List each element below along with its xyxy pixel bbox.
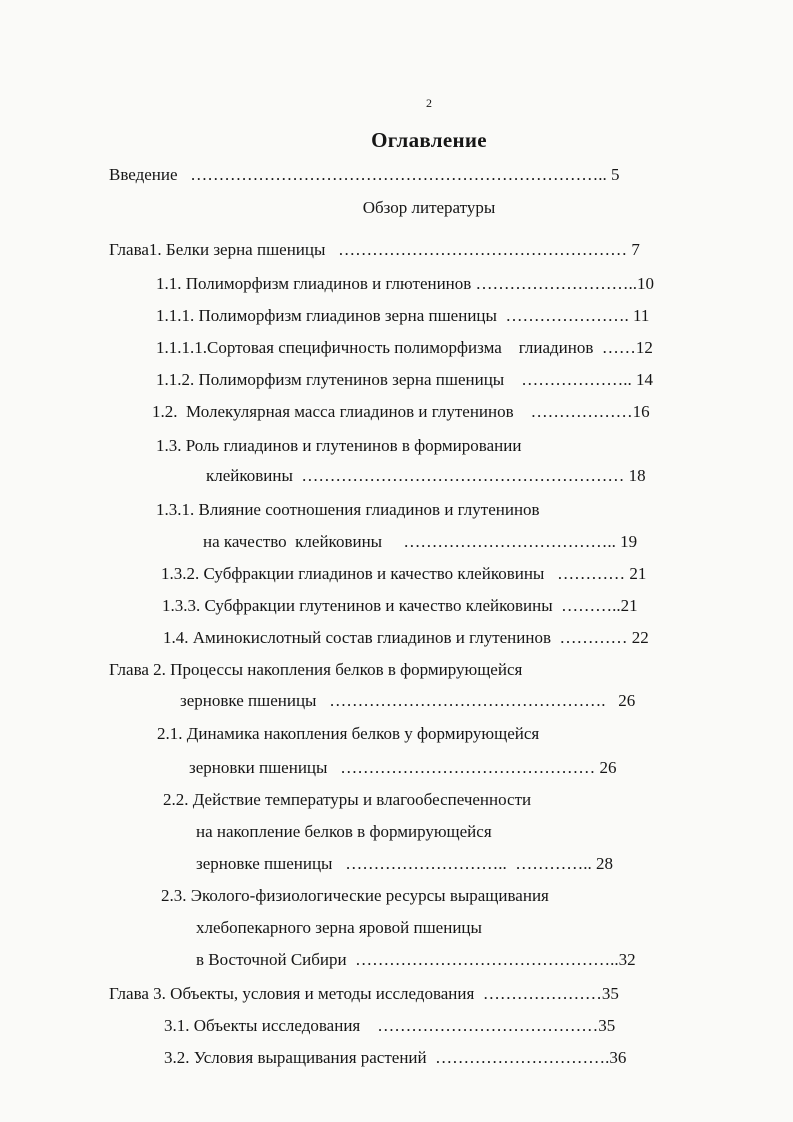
toc-entry (196, 822, 492, 842)
toc-entry-text: Глава1. Белки зерна пшеницы …………………………………………… 7 (109, 240, 640, 259)
toc-entry-text: зерновке пшеницы ……………………….. ………….. 28 (196, 854, 613, 873)
toc-entry (180, 691, 635, 711)
toc-entry-text: на качество клейковины ……………………………….. 19 (203, 532, 638, 551)
toc-entry-text: 1.2. Молекулярная масса глиадинов и глутенинов ………………16 (152, 402, 650, 421)
toc-entry (164, 1016, 615, 1036)
toc-entry-text: 1.3.2. Субфракции глиадинов и качество клейковины ………… 21 (161, 564, 647, 583)
toc-entry (161, 886, 549, 906)
toc-entry (162, 596, 638, 616)
section-heading: Обзор литературы (362, 198, 496, 217)
toc-entry (156, 370, 653, 390)
toc-entry (109, 984, 619, 1004)
toc-entry-text: 1.4. Аминокислотный состав глиадинов и глутенинов ………… 22 (163, 628, 649, 647)
page-title: Оглавление (371, 128, 487, 152)
toc-entry (163, 790, 531, 810)
toc-entry-text: 3.2. Условия выращивания растений ………………………….36 (164, 1048, 627, 1067)
toc-entry-text: 2.3. Эколого-физиологические ресурсы выращивания (161, 886, 549, 905)
toc-entry-text: 1.3.3. Субфракции глутенинов и качество клейковины ………..21 (162, 596, 638, 615)
toc-entry-text: 1.1.1.1.Сортовая специфичность полиморфизма глиадинов ……12 (156, 338, 653, 357)
toc-entry-text: 1.1. Полиморфизм глиадинов и глютенинов ………………………..10 (156, 274, 655, 293)
toc-entry (196, 950, 636, 970)
toc-entry (109, 165, 620, 185)
toc-entry (156, 500, 540, 520)
page-number: 2 (426, 96, 432, 110)
toc-entry (196, 918, 482, 938)
toc-entry (206, 466, 646, 486)
toc-entry-text: 1.3. Роль глиадинов и глутенинов в формировании (156, 436, 522, 455)
toc-entry (156, 274, 654, 294)
toc-entry-text: Глава 3. Объекты, условия и методы исследования …………………35 (109, 984, 619, 1003)
toc-entry-text: 1.3.1. Влияние соотношения глиадинов и глутенинов (156, 500, 540, 519)
toc-entry-text: 1.1.1. Полиморфизм глиадинов зерна пшеницы …………………. 11 (156, 306, 650, 325)
toc-entry-text: 2.2. Действие температуры и влагообеспеченности (163, 790, 532, 809)
toc-entry-text: хлебопекарного зерна яровой пшеницы (196, 918, 482, 937)
toc-entry-text: Глава 2. Процессы накопления белков в формирующейся (109, 660, 523, 679)
toc-entry-text: 2.1. Динамика накопления белков у формирующейся (157, 724, 540, 743)
toc-entry-text: зерновки пшеницы ……………………………………… 26 (189, 758, 617, 777)
toc-entry (189, 758, 616, 778)
toc-entry (157, 724, 539, 744)
toc-entry-text: зерновке пшеницы …………………………………………. 26 (180, 691, 636, 710)
toc-entry (163, 628, 649, 648)
toc-entry (109, 240, 640, 260)
toc-entry (109, 660, 522, 680)
toc-entry (164, 1048, 626, 1068)
toc-entry (152, 402, 650, 422)
toc-entry (161, 564, 646, 584)
toc-entry-text: клейковины ………………………………………………… 18 (206, 466, 646, 485)
toc-entry (203, 532, 637, 552)
toc-entry (156, 436, 521, 456)
toc-entry-text: 1.1.2. Полиморфизм глутенинов зерна пшеницы ……………….. 14 (156, 370, 653, 389)
toc-entry-text: 3.1. Объекты исследования …………………………………35 (164, 1016, 616, 1035)
toc-entry (156, 306, 649, 326)
toc-entry-text: в Восточной Сибири ………………………………………..32 (196, 950, 636, 969)
toc-entry (196, 854, 613, 874)
toc-entry-text: на накопление белков в формирующейся (196, 822, 492, 841)
toc-entry-text: Введение ……………………………………………………………….. 5 (109, 165, 620, 184)
toc-entry (156, 338, 653, 358)
